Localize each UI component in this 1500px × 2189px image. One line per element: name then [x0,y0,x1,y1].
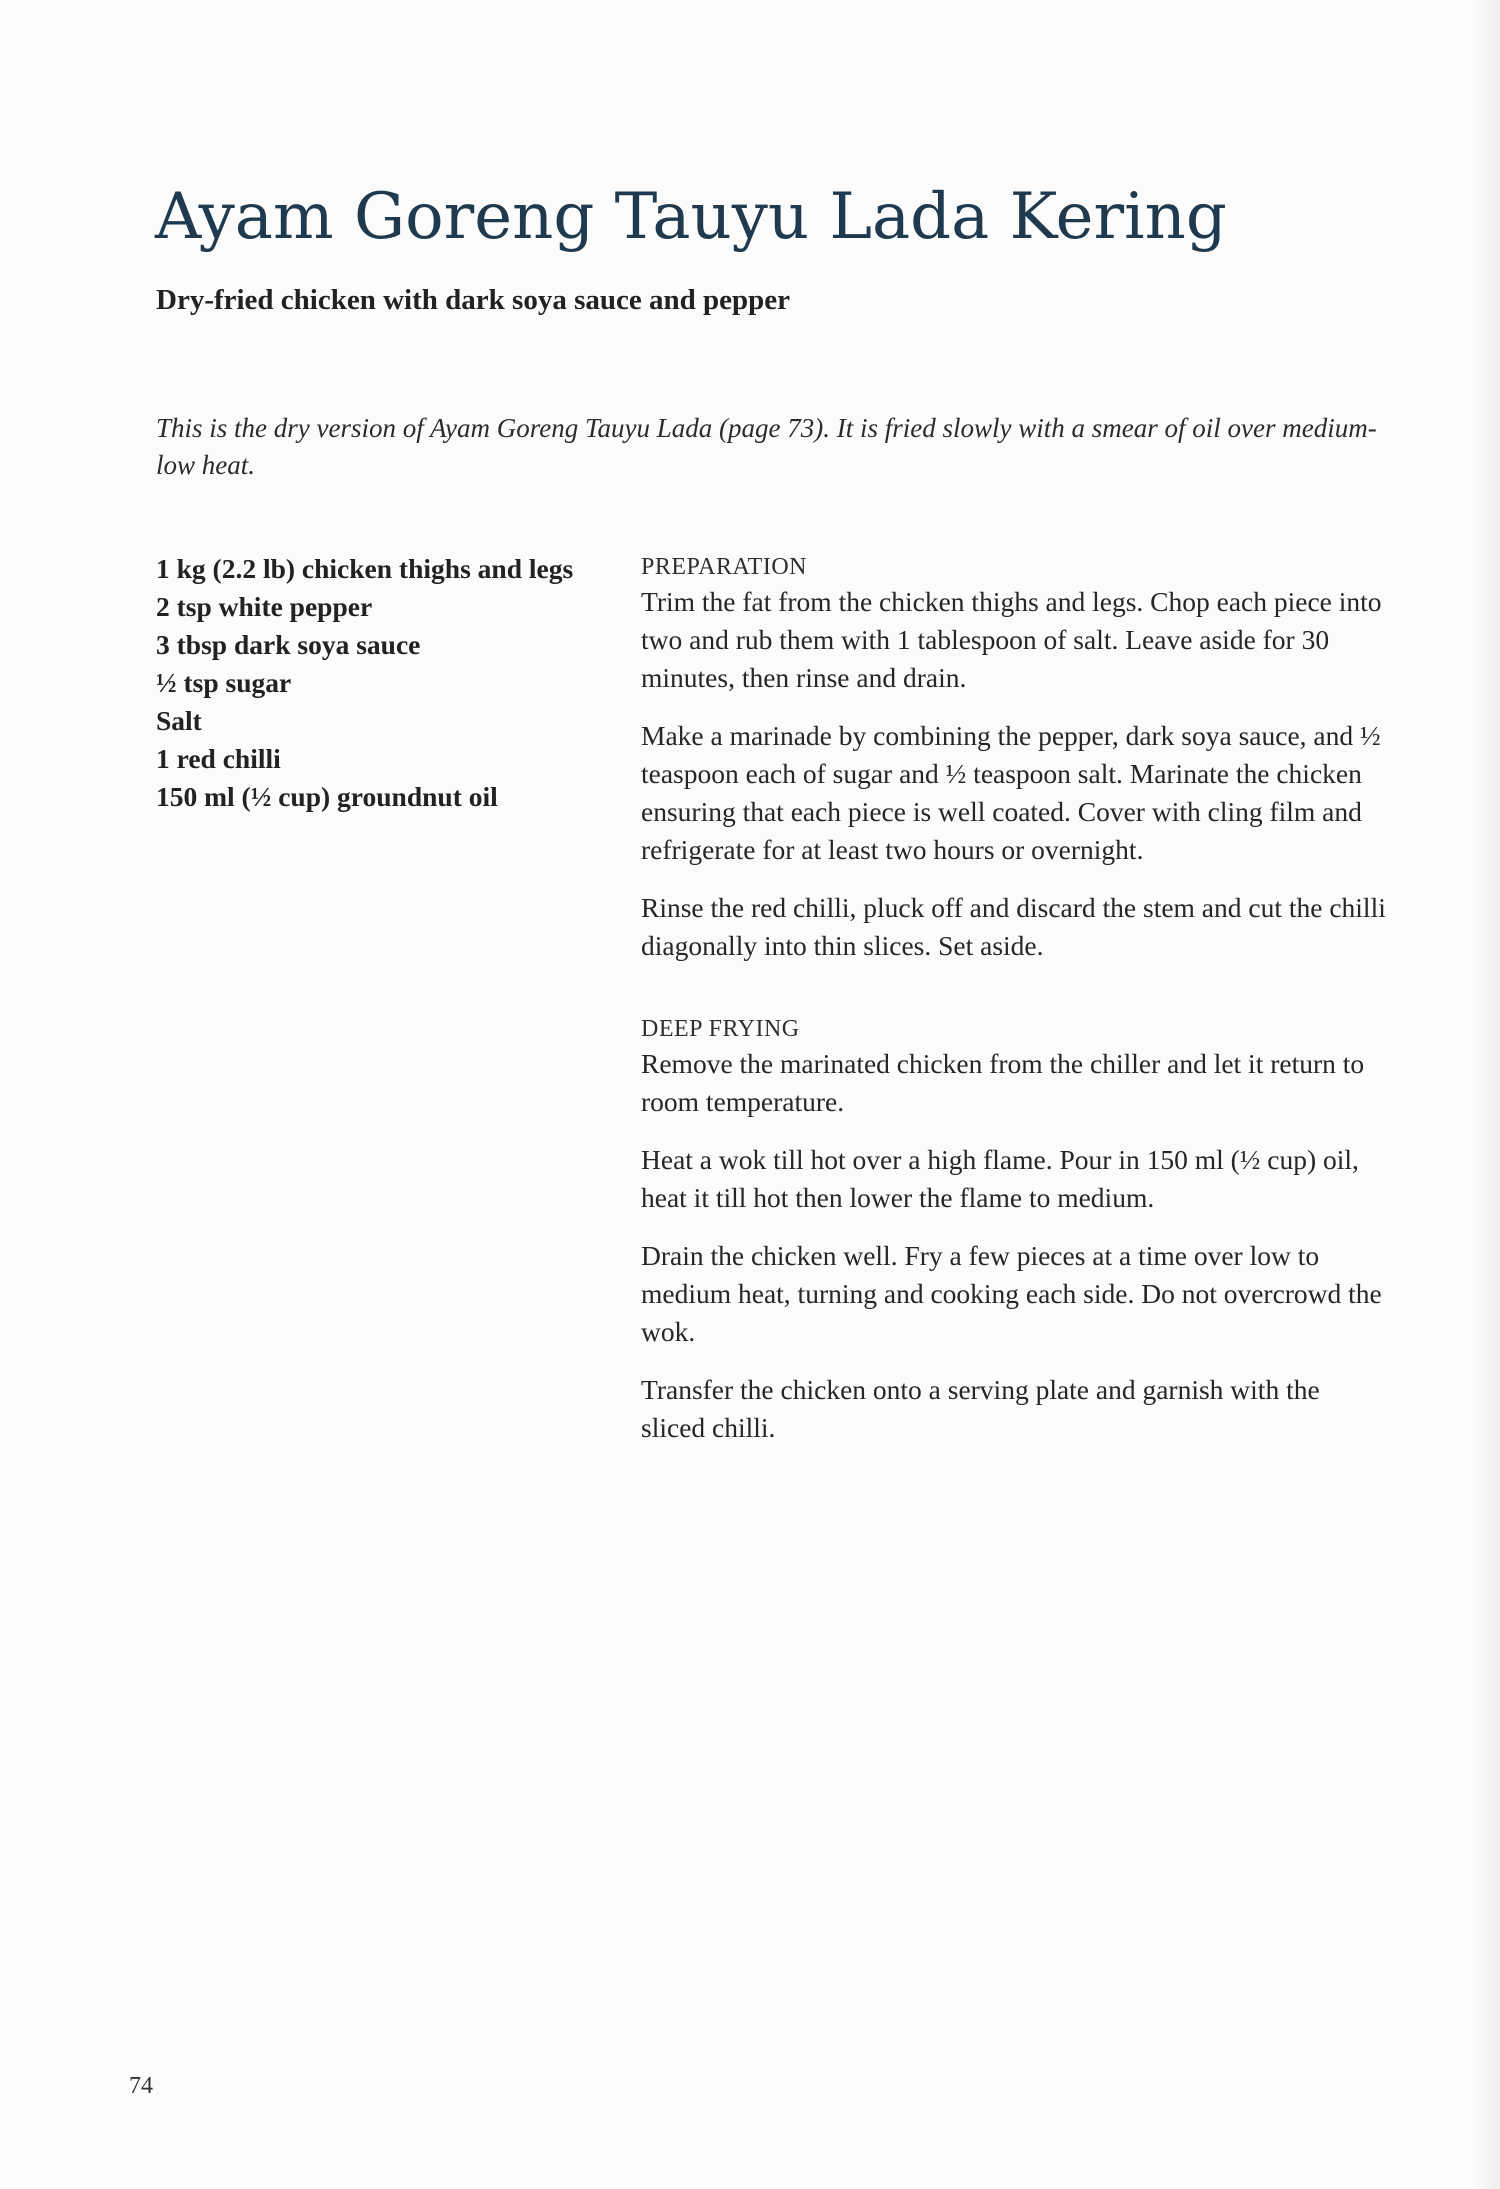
page-edge-shadow [1474,0,1500,2189]
ingredient-item: ½ tsp sugar [156,667,292,698]
ingredient-item: 1 kg (2.2 lb) chicken thighs and legs [156,553,574,584]
deep-frying-step: Drain the chicken well. Fry a few pieces at a time over low to medium heat, turning and cooking each side. Do not overcrowd the wok. [641,1240,1382,1347]
recipe-intro: This is the dry version of Ayam Goreng Tauyu Lada (page 73). It is fried slowly with a smear of oil over medium-low heat. [156,413,1377,480]
deep-frying-heading: DEEP FRYING [641,1016,800,1042]
deep-frying-step: Transfer the chicken onto a serving plate and garnish with the sliced chilli. [641,1374,1320,1443]
deep-frying-step: Heat a wok till hot over a high flame. Pour in 150 ml (½ cup) oil, heat it till hot then lower the flame to medium. [641,1144,1359,1213]
method-column [641,551,1386,1467]
preparation-step: Rinse the red chilli, pluck off and discard the stem and cut the chilli diagonally into thin slices. Set aside. [641,892,1386,961]
preparation-step: Make a marinade by combining the pepper, dark soya sauce, and ½ teaspoon each of sugar and ½ teaspoon salt. Marinate the chicken ensuring that each piece is well coated. Cover with cling film and refrigerate for at least two hours or overnight. [641,720,1381,865]
section-spacer [641,985,1386,1013]
page-number: 74 [129,2073,153,2099]
recipe-subtitle: Dry-fried chicken with dark soya sauce and pepper [156,284,790,316]
ingredient-item: 150 ml (½ cup) groundnut oil [156,781,498,812]
ingredients-list [156,550,576,816]
ingredient-item: 2 tsp white pepper [156,591,373,622]
ingredient-item: 3 tbsp dark soya sauce [156,629,421,660]
preparation-step: Trim the fat from the chicken thighs and legs. Chop each piece into two and rub them with 1 tablespoon of salt. Leave aside for 30 minutes, then rinse and drain. [641,586,1382,693]
ingredient-item: 1 red chilli [156,743,281,774]
preparation-heading: PREPARATION [641,554,807,580]
deep-frying-step: Remove the marinated chicken from the chiller and let it return to room temperature. [641,1048,1365,1117]
ingredient-item: Salt [156,705,202,736]
recipe-title: Ayam Goreng Tauyu Lada Kering [155,180,1227,254]
